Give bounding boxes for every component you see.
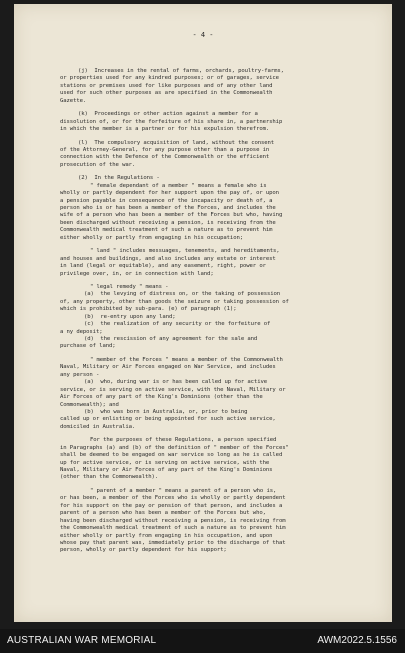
text-line: which is prohibited by sub-para. (e) of paragraph (1); — [60, 306, 237, 313]
text-line: (j) Increases in the rental of farms, orchards, poultry-farms, — [78, 68, 284, 74]
document-body — [60, 68, 378, 555]
text-line: (l) The compulsory acquisition of land, without the consent — [78, 139, 275, 146]
text-line: either wholly or partly from engaging in his occupation; — [60, 234, 243, 241]
text-line: having been discharged without receiving a pension, is receiving from — [60, 517, 286, 524]
text-line: wife of a person who has been a member of the Forces but who, having — [60, 212, 283, 219]
text-line: domiciled in Australia. — [60, 423, 136, 430]
text-line: whose pay that parent was, immediately prior to the discharge of that — [60, 539, 286, 546]
text-line: (a) who, during war is or has been called up for active — [84, 379, 267, 386]
text-line: (d) the rescission of any agreement for the sale and — [84, 336, 258, 342]
text-line: in which the member is a partner or for his expulsion therefrom. — [60, 126, 270, 133]
text-line: of, any property, other than goods the seizure or taking possession of — [60, 298, 289, 305]
text-line: a pension payable in consequence of the incapacity or death of, a — [60, 197, 273, 204]
text-line: either wholly or partly from engaging in his occupation, and upon — [60, 532, 273, 539]
item-reference: AWM2022.5.1556 — [317, 635, 397, 646]
text-line: Gazette. — [60, 97, 87, 104]
page-number: - 4 - — [192, 31, 214, 39]
text-line: (b) who was born in Australia, or, prior to being — [84, 408, 248, 415]
text-line: privilege over, in, or in connection with land; — [60, 270, 214, 277]
text-line: connection with the Defence of the Commonwealth or the efficient — [60, 154, 270, 161]
text-line: service, or is serving on active service, with the Naval, Military or — [60, 386, 286, 393]
text-line: been discharged without receiving a pension, is receiving from the — [60, 219, 276, 226]
text-line: of the Attorney-General, for any purpose other than a purpose in — [60, 146, 270, 153]
text-line: For the purposes of these Regulations, a person specified — [90, 437, 277, 444]
text-line: in Paragraphs (a) and (b) of the definition of " member of the Forces" — [60, 444, 289, 451]
text-line: " parent of a member " means a parent of a person who is, — [90, 487, 277, 494]
text-line: (a) the levying of distress on, or the taking of possession — [84, 291, 281, 298]
text-line: shall be deemed to be engaged on war service so long as he is called — [60, 452, 283, 459]
text-line: called up or enlisting or being appointed for such active service, — [60, 416, 276, 423]
text-line: purchase of land; — [60, 343, 116, 350]
text-line: and houses and buildings, and also includes any estate or interest — [60, 255, 276, 262]
text-line: wholly or partly dependent for her support upon the pay of, or upon — [60, 190, 279, 197]
text-line: person who is or has been a member of the Forces, and includes the — [60, 205, 276, 211]
text-line: Naval, Military or Air Forces engaged on War Service, and includes — [60, 364, 276, 371]
text-line: Naval, Military or Air Forces of any part of the King's Dominions — [60, 467, 273, 473]
text-line: " land " includes messuages, tenements, and hereditaments, — [90, 248, 280, 255]
text-line: (k) Proceedings or other action against a member for a — [78, 111, 258, 118]
text-line: up for active service, or is serving on active service, with the — [60, 459, 270, 466]
text-line: stations or premises used for like purposes and of any other land — [60, 82, 273, 89]
text-line: used for such other purposes as are specified in the Commonwealth — [60, 90, 273, 97]
text-line: (c) the realization of any security or the forfeiture of — [84, 321, 271, 328]
text-line: (other than the Commonwealth). — [60, 474, 159, 481]
text-line: the Commonwealth medical treatment of such a nature as to prevent him — [60, 525, 286, 532]
institution-label: AUSTRALIAN WAR MEMORIAL — [7, 635, 157, 646]
document-page — [14, 4, 392, 622]
text-line: prosecution of the war. — [60, 161, 136, 168]
text-line: dissolution of, or for the forfeiture of his share in, a partnership — [60, 118, 283, 125]
text-line: parent of a person who has been a member of the Forces but who, — [60, 510, 266, 517]
text-line: or has been, a member of the Forces who is wholly or partly dependent — [60, 495, 286, 502]
text-line: a ny deposit; — [60, 328, 103, 335]
text-line: " legal remedy " means - — [90, 283, 169, 290]
text-line: Commonwealth); and — [60, 401, 119, 408]
text-line: (b) re-entry upon any land; — [84, 313, 176, 320]
text-line: Commonwealth medical treatment of such a nature as to prevent him — [60, 227, 273, 234]
text-line: " member of the Forces " means a member of the Commonwealth — [90, 356, 283, 363]
text-line: in land (legal or equitable), and any easement, right, power or — [60, 263, 266, 270]
text-line: (2) In the Regulations - — [78, 175, 160, 182]
text-line: or properties used for any kindred purposes; or of garages, service — [60, 75, 279, 82]
text-line: any person - — [60, 371, 100, 378]
text-line: " female dependant of a member " means a female who is — [90, 182, 267, 189]
text-line: person, wholly or partly dependent for his support; — [60, 547, 227, 554]
text-line: for his support on the pay or pension of that person, and includes a — [60, 502, 283, 509]
archive-footer — [0, 629, 405, 653]
text-line: Air Forces of any part of the King's Dominions (other than the — [60, 394, 263, 401]
